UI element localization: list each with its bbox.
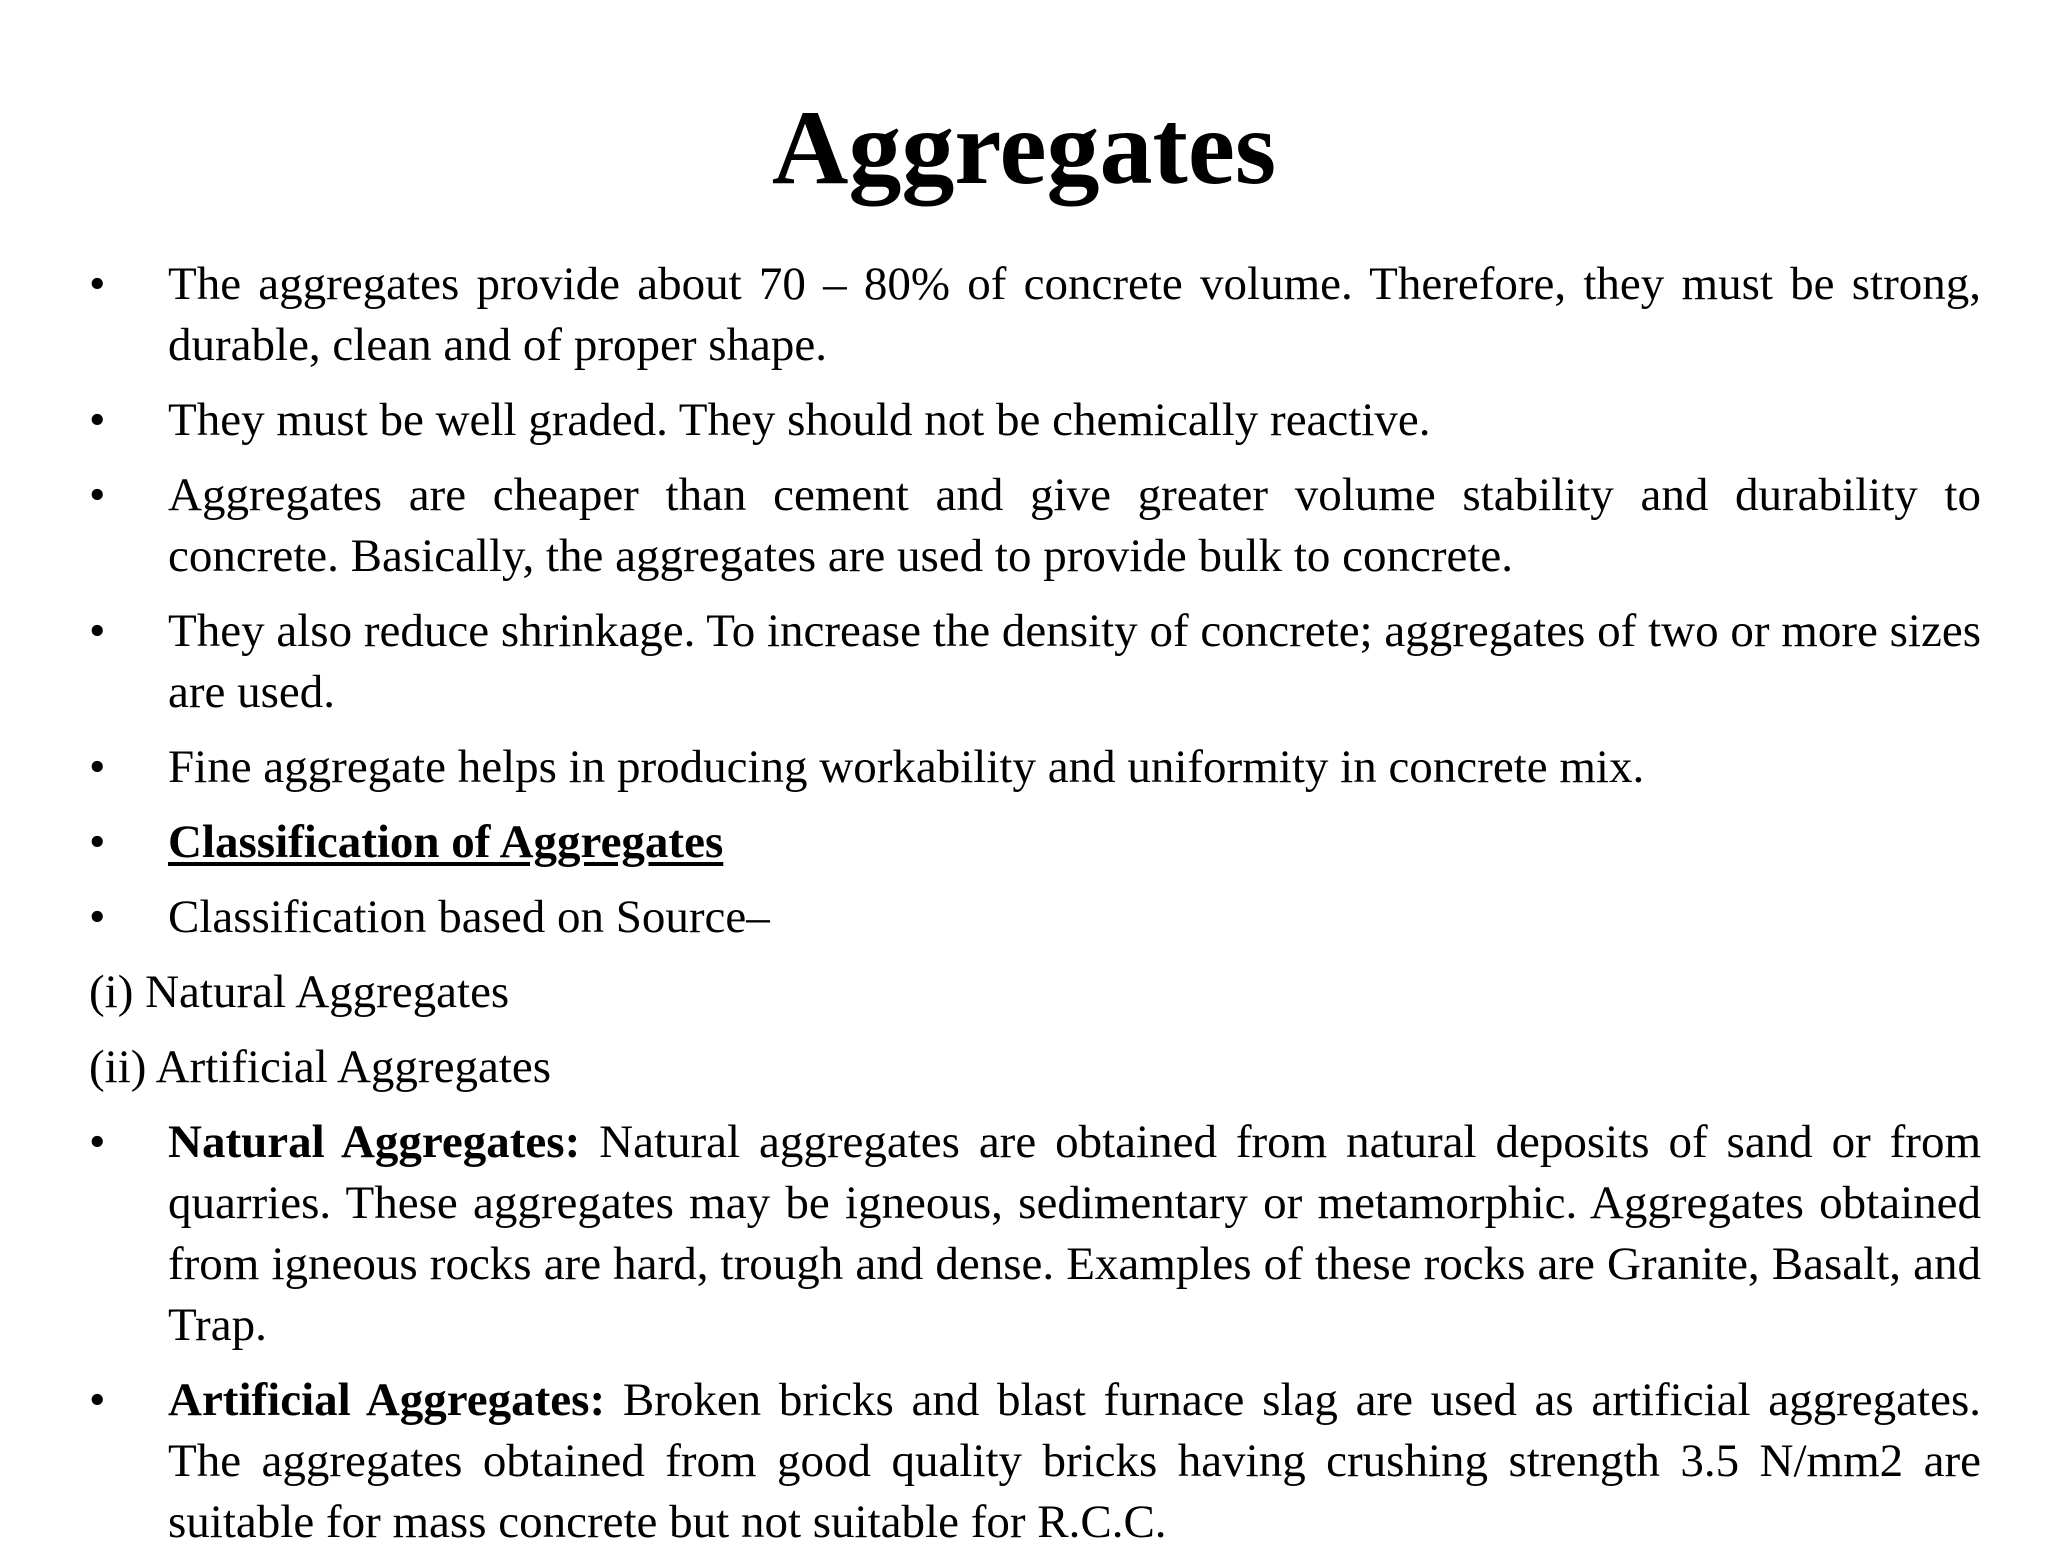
- bullet-icon: •: [89, 891, 106, 943]
- sub-item-text: (ii) Artificial Aggregates: [89, 1041, 552, 1093]
- bullet-icon: •: [89, 741, 106, 793]
- bullet-text: They must be well graded. They should not be chemically reactive.: [168, 394, 1431, 446]
- bullet-text: Classification based on Source–: [168, 891, 770, 943]
- section-heading: Classification of Aggregates: [168, 816, 724, 868]
- bullet-item: [0, 737, 1981, 798]
- sub-item: [0, 1037, 1981, 1098]
- bullet-item: [0, 887, 1981, 948]
- slide-title: Aggregates: [771, 89, 1277, 206]
- slide-body: [0, 254, 2048, 1567]
- bullet-text: Broken bricks and blast furnace slag are used as artificial aggregates. The aggregates obtained from good quality bricks having crushing strength 3.5 N/mm2 are suitable for mass concrete but not suitable for R.C.C.: [168, 1374, 1981, 1548]
- bullet-item: [0, 1370, 1981, 1553]
- bullet-text: Natural aggregates are obtained from natural deposits of sand or from quarries. These aggregates may be igneous, sedimentary or metamorphic. Aggregates obtained from igneous rocks are hard, trough and dense. Examples of these rocks are Granite, Basalt, and Trap.: [168, 1116, 1981, 1351]
- bullet-item: [0, 390, 1981, 451]
- bullet-text: Aggregates are cheaper than cement and give greater volume stability and durability to concrete. Basically, the aggregates are used to provide bulk to concrete.: [168, 469, 1981, 582]
- bullet-icon: •: [89, 258, 106, 310]
- bullet-icon: •: [89, 1374, 106, 1426]
- sub-item: [0, 962, 1981, 1023]
- bullet-item: [0, 1112, 1981, 1356]
- bullet-item: [0, 254, 1981, 376]
- bullet-lead: Natural Aggregates:: [168, 1116, 581, 1168]
- bullet-text: They also reduce shrinkage. To increase the density of concrete; aggregates of two or more sizes are used.: [168, 605, 1981, 718]
- bullet-text: Fine aggregate helps in producing workability and uniformity in concrete mix.: [168, 741, 1645, 793]
- bullet-lead: Artificial Aggregates:: [168, 1374, 606, 1426]
- bullet-icon: •: [89, 816, 106, 868]
- sub-item-text: (i) Natural Aggregates: [89, 966, 510, 1018]
- bullet-icon: •: [89, 469, 106, 521]
- bullet-text: The aggregates provide about 70 – 80% of concrete volume. Therefore, they must be strong, durable, clean and of proper shape.: [168, 258, 1981, 371]
- bullet-icon: •: [89, 1116, 106, 1168]
- bullet-icon: •: [89, 605, 106, 657]
- bullet-item: [0, 465, 1981, 587]
- bullet-icon: •: [89, 394, 106, 446]
- bullet-item: [0, 601, 1981, 723]
- bullet-item: [0, 812, 1981, 873]
